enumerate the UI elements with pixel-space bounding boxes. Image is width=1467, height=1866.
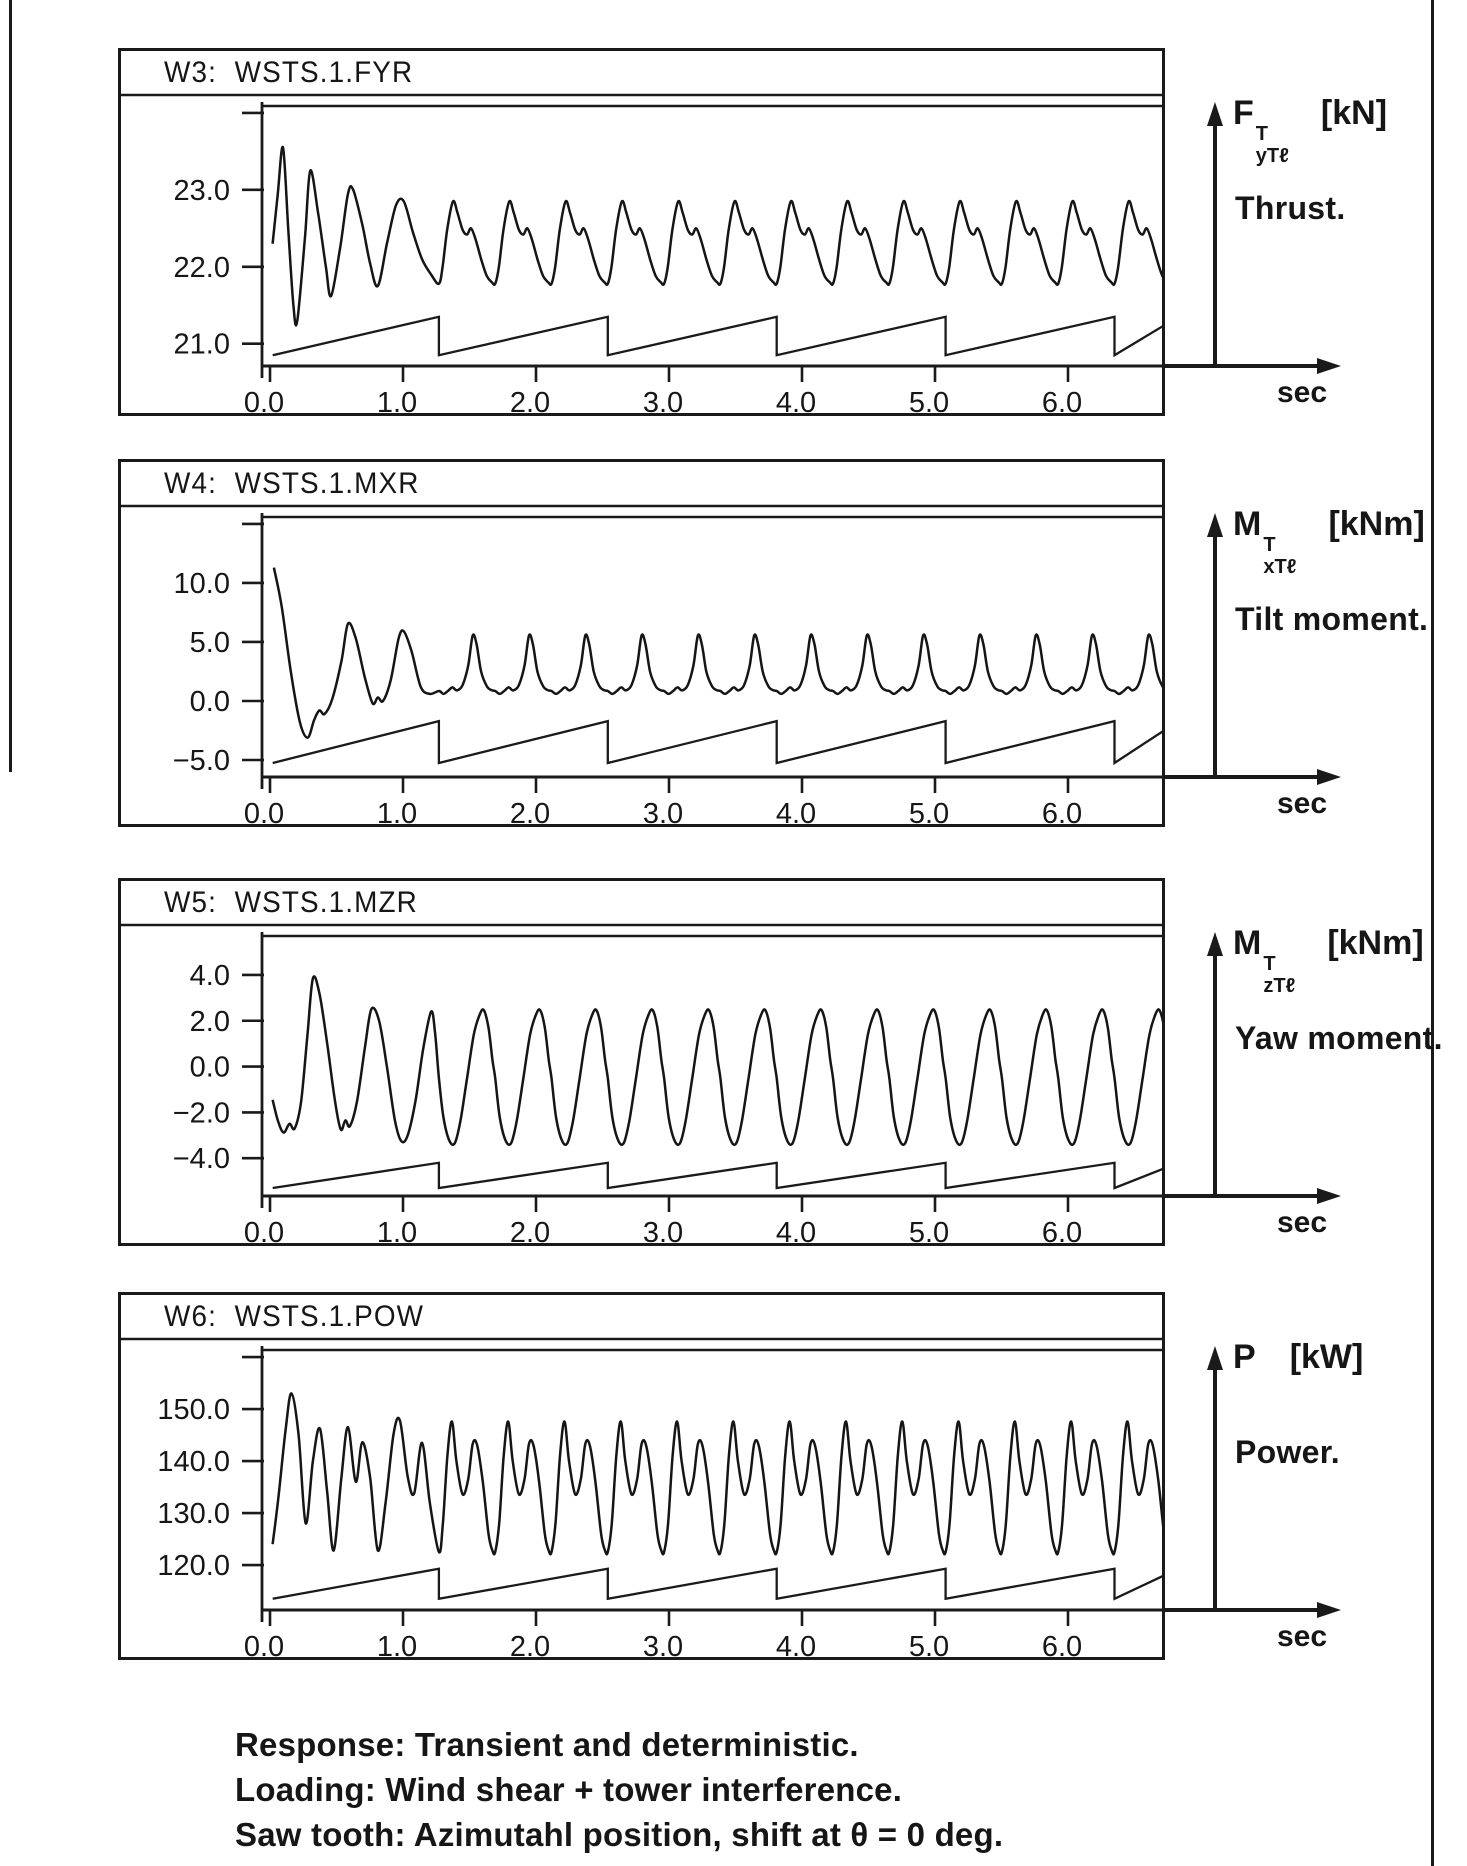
y-tick-label: 0.0 — [189, 1051, 230, 1084]
axis-quantity: Thrust. — [1235, 190, 1346, 226]
plot-window-w3 — [118, 48, 1165, 416]
window-border — [120, 1294, 1164, 1659]
plot-window-w6 — [118, 1292, 1165, 1660]
curve-azimuth-sawtooth — [273, 1569, 1165, 1599]
x-tick-label: 2.0 — [509, 387, 551, 416]
x-tick-label: 4.0 — [775, 387, 817, 416]
axis-legend-w5 — [1165, 878, 1465, 1246]
axis-unit: [kNm] — [1328, 505, 1425, 543]
axis-symbol: F T yTℓ [kN] — [1233, 94, 1388, 167]
window-border — [120, 880, 1164, 1245]
y-tick-label: 120.0 — [157, 1550, 230, 1583]
caption-line-loading: Loading: Wind shear + tower interference. — [235, 1771, 903, 1808]
plot-area-w5 — [118, 878, 1165, 1246]
y-tick-label: 21.0 — [173, 328, 230, 361]
x-tick-label: 5.0 — [908, 387, 950, 416]
time-unit-label: sec — [1277, 376, 1328, 409]
window-title-w3: W3: WSTS.1.FYR — [164, 56, 414, 89]
x-tick-label: 6.0 — [1041, 798, 1083, 827]
axis-symbol: M T xTℓ [kNm] — [1233, 505, 1425, 578]
up-arrow-icon — [1207, 102, 1223, 126]
y-tick-label: 150.0 — [157, 1394, 230, 1427]
axis-unit: [kN] — [1320, 94, 1388, 132]
time-unit-label: sec — [1277, 1206, 1328, 1239]
x-tick-label: 2.0 — [509, 1217, 551, 1246]
y-tick-label: 10.0 — [173, 567, 230, 600]
axis-unit: [kW] — [1289, 1338, 1364, 1376]
time-unit-label: sec — [1277, 1620, 1328, 1653]
x-tick-label: 1.0 — [376, 1631, 418, 1660]
curve-response — [273, 1393, 1165, 1554]
axis-symbol: P [kW] — [1233, 1338, 1364, 1376]
up-arrow-icon — [1207, 932, 1223, 956]
x-tick-label: 2.0 — [509, 798, 551, 827]
axis-quantity: Yaw moment. — [1235, 1020, 1443, 1056]
axis-symbol: M T zTℓ [kNm] — [1233, 924, 1424, 997]
y-tick-label: 130.0 — [157, 1498, 230, 1531]
y-tick-label: 4.0 — [189, 959, 230, 992]
x-tick-label: 1.0 — [376, 1217, 418, 1246]
window-title-w6: W6: WSTS.1.POW — [164, 1300, 425, 1333]
axis-legend-w4 — [1165, 459, 1465, 827]
x-tick-label: 4.0 — [775, 1631, 817, 1660]
right-arrow-icon — [1317, 358, 1341, 374]
y-tick-label: 23.0 — [173, 174, 230, 207]
x-tick-label: 3.0 — [642, 798, 684, 827]
curve-azimuth-sawtooth — [273, 721, 1165, 763]
up-arrow-icon — [1207, 513, 1223, 537]
curve-azimuth-sawtooth — [273, 1163, 1165, 1188]
axis-quantity: Power. — [1235, 1434, 1340, 1470]
plot-window-w4 — [118, 459, 1165, 827]
x-tick-label: 0.0 — [243, 798, 285, 827]
y-tick-label: 140.0 — [157, 1446, 230, 1479]
y-tick-label: 0.0 — [189, 685, 230, 718]
curve-response — [273, 976, 1165, 1144]
curve-azimuth-sawtooth — [273, 317, 1165, 355]
x-tick-label: 6.0 — [1041, 387, 1083, 416]
axis-legend-w3 — [1165, 48, 1465, 416]
plot-window-w5 — [118, 878, 1165, 1246]
axis-legend-w6 — [1165, 1292, 1465, 1660]
x-tick-label: 3.0 — [642, 387, 684, 416]
axis-unit: [kNm] — [1327, 924, 1424, 962]
curve-response — [274, 568, 1165, 738]
x-tick-label: 2.0 — [509, 1631, 551, 1660]
plot-area-w4 — [118, 459, 1165, 827]
x-tick-label: 5.0 — [908, 798, 950, 827]
x-tick-label: 6.0 — [1041, 1631, 1083, 1660]
caption-line-response: Response: Transient and deterministic. — [235, 1726, 859, 1763]
x-tick-label: 5.0 — [908, 1217, 950, 1246]
right-arrow-icon — [1317, 1188, 1341, 1204]
y-tick-label: 22.0 — [173, 251, 230, 284]
y-tick-label: 2.0 — [189, 1005, 230, 1038]
x-tick-label: 0.0 — [243, 1631, 285, 1660]
x-tick-label: 0.0 — [243, 387, 285, 416]
right-arrow-icon — [1317, 769, 1341, 785]
x-tick-label: 3.0 — [642, 1217, 684, 1246]
x-tick-label: 6.0 — [1041, 1217, 1083, 1246]
y-tick-label: −2.0 — [172, 1097, 230, 1130]
page-border-left — [9, 0, 12, 772]
curve-response — [273, 147, 1165, 325]
plot-area-w6 — [118, 1292, 1165, 1660]
y-tick-label: −4.0 — [172, 1143, 230, 1176]
up-arrow-icon — [1207, 1346, 1223, 1370]
x-tick-label: 1.0 — [376, 387, 418, 416]
time-unit-label: sec — [1277, 787, 1328, 820]
x-tick-label: 4.0 — [775, 798, 817, 827]
window-title-w5: W5: WSTS.1.MZR — [164, 886, 418, 919]
plot-area-w3 — [118, 48, 1165, 416]
x-tick-label: 0.0 — [243, 1217, 285, 1246]
x-tick-label: 5.0 — [908, 1631, 950, 1660]
figure-caption — [235, 1722, 1003, 1857]
caption-line-sawtooth: Saw tooth: Azimutahl position, shift at θ = 0 deg. — [235, 1816, 1004, 1853]
y-tick-label: 5.0 — [189, 626, 230, 659]
axis-quantity: Tilt moment. — [1235, 601, 1429, 637]
window-title-w4: W4: WSTS.1.MXR — [164, 467, 420, 500]
x-tick-label: 1.0 — [376, 798, 418, 827]
window-border — [120, 461, 1164, 826]
right-arrow-icon — [1317, 1602, 1341, 1618]
x-tick-label: 3.0 — [642, 1631, 684, 1660]
y-tick-label: −5.0 — [172, 745, 230, 778]
x-tick-label: 4.0 — [775, 1217, 817, 1246]
